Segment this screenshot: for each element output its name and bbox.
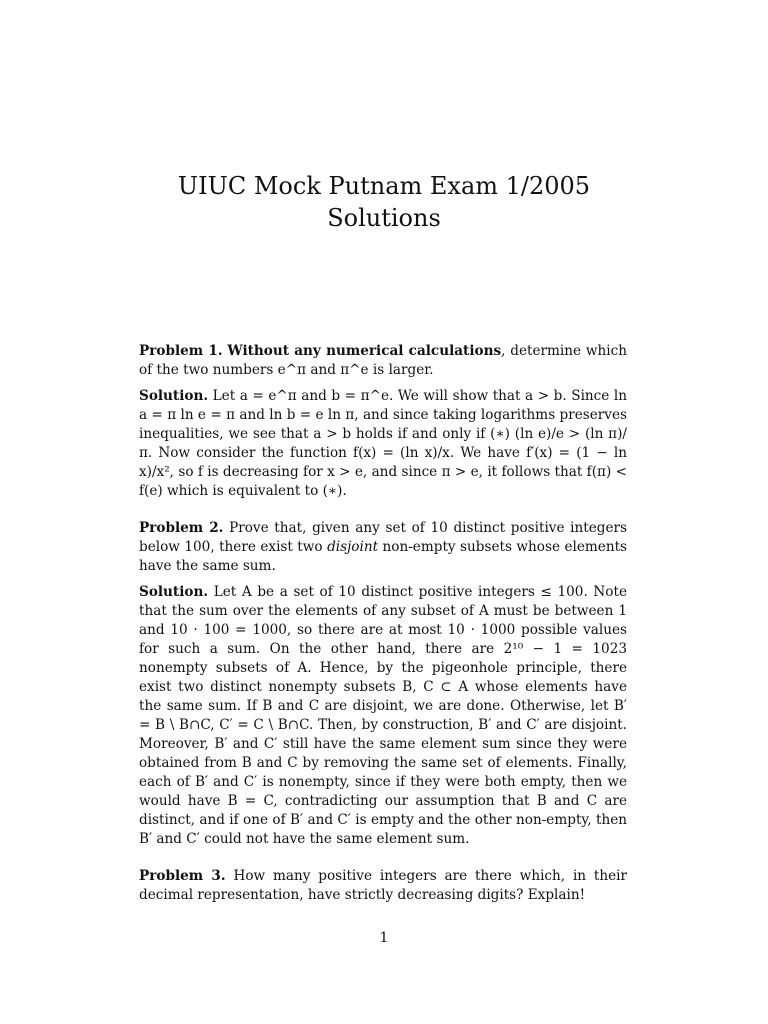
problem-2: [139, 519, 627, 849]
problem-3-label: Problem 3.: [139, 868, 226, 884]
problem-2-label: Problem 2.: [139, 520, 224, 536]
problem-3: [139, 867, 627, 905]
solution-2-label: Solution.: [139, 584, 209, 600]
solution-1-label: Solution.: [139, 388, 209, 404]
title-line-2: Solutions: [327, 204, 441, 232]
problem-2-statement-a: Prove that, given any set of 10 distinct positive integers below 100, there exist two: [139, 520, 628, 555]
problem-2-emphasis: disjoint: [327, 539, 379, 555]
problem-1-label: Problem 1.: [139, 343, 223, 359]
problem-1: [139, 342, 627, 501]
problem-1-solution: [139, 387, 627, 501]
problem-3-statement-text: How many positive integers are there which, in their decimal representation, have strictly decreasing digits? Explain!: [139, 868, 628, 903]
problem-1-bold-phrase: Without any numerical calculations: [227, 343, 502, 359]
problem-2-statement: [139, 519, 627, 576]
problem-2-solution: [139, 583, 627, 849]
solution-2-text: Let A be a set of 10 distinct positive integers ≤ 100. Note that the sum over the elements of any subset of A must be between 1 and 10 · 100 = 1000, so there are at most 10 · 1000 possible values for such a sum. On the other hand, there are 2¹⁰ − 1 = 1023 nonempty subsets of A. Hence, by the pigeonhole principle, there exist two distinct nonempty subsets B, C ⊂ A whose elements have the same sum. If B and C are disjoint, we are done. Otherwise, let B′ = B \ B∩C, C′ = C \ B∩C. Then, by construction, B′ and C′ are disjoint. Moreover, B′ and C′ still have the same element sum since they were obtained from B and C by removing the same set of elements. Finally, each of B′ and C′ is nonempty, since if they were both empty, then we would have B = C, contradicting our assumption that B and C are distinct, and if one of B′ and C′ is empty and the other non-empty, then B′ and C′ could not have the same element sum.: [139, 584, 627, 847]
document-title: [0, 170, 768, 234]
page-number: 1: [379, 930, 389, 946]
solution-1-text: Let a = e^π and b = π^e. We will show that a > b. Since ln a = π ln e = π and ln b = e ln π, and since taking logarithms preserves inequalities, we see that a > b holds if and only if (∗) (ln e)/e > (ln π)/π. Now consider the function f(x) = (ln x)/x. We have f′(x) = (1 − ln x)/x², so f is decreasing for x > e, and since π > e, it follows that f(π) < f(e) which is equivalent to (∗).: [139, 388, 628, 499]
problem-2-statement-b: non-empty subsets whose elements have the same sum.: [139, 539, 628, 574]
problem-3-statement: [139, 867, 627, 905]
problem-1-statement-text: , determine which of the two numbers e^π and π^e is larger.: [139, 343, 627, 378]
title-line-1: UIUC Mock Putnam Exam 1/2005: [177, 172, 591, 200]
document-body: [139, 342, 627, 905]
problem-1-statement: [139, 342, 627, 380]
